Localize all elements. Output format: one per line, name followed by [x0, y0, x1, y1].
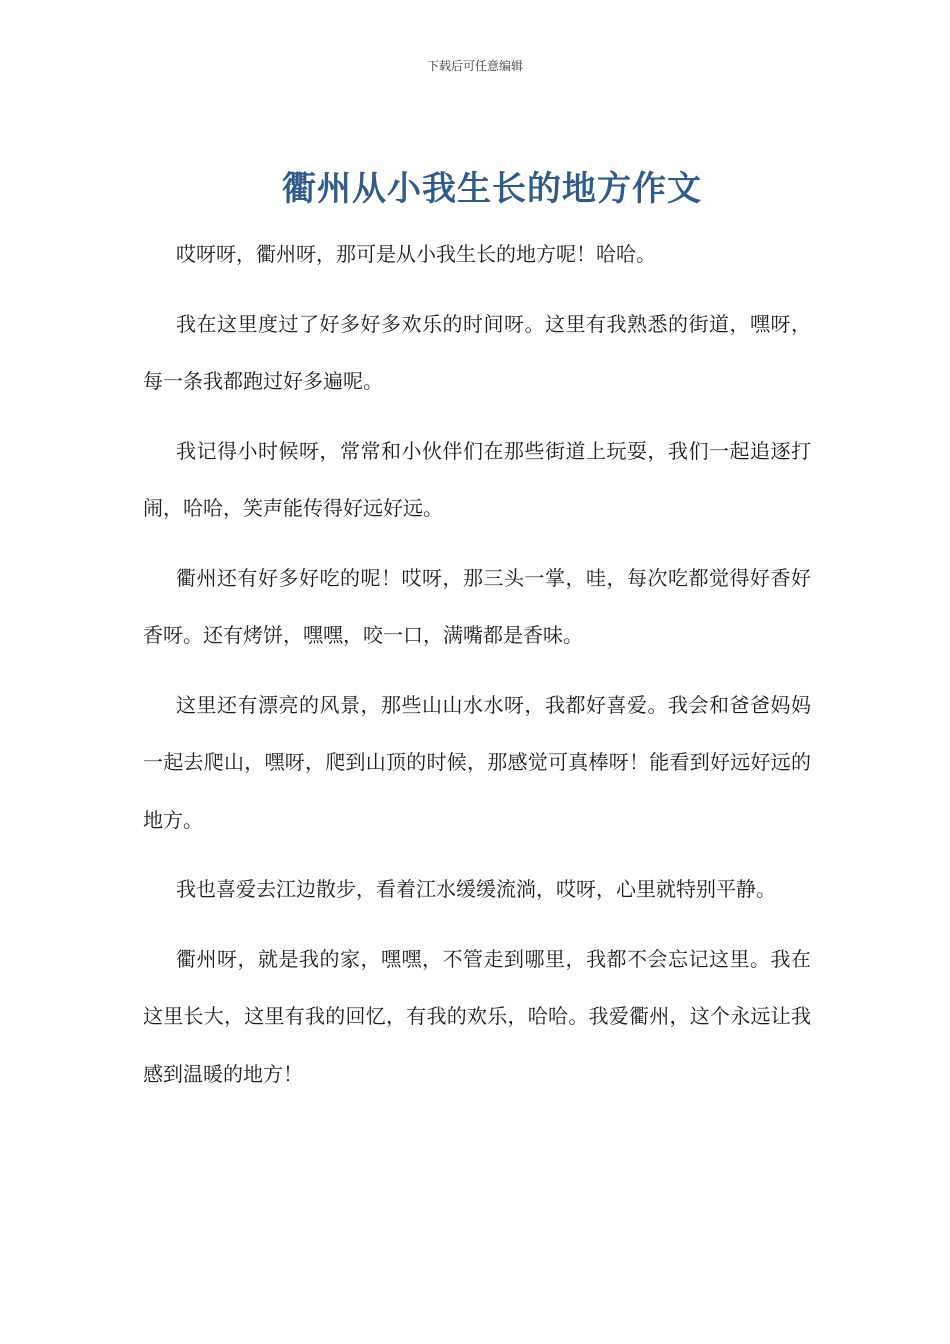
paragraph: 我记得小时候呀，常常和小伙伴们在那些街道上玩耍，我们一起追逐打闹，哈哈，笑声能传得好远好远。 — [143, 438, 811, 520]
paragraph: 哎呀呀，衢州呀，那可是从小我生长的地方呢！哈哈。 — [176, 242, 656, 266]
paragraph: 我在这里度过了好多好多欢乐的时间呀。这里有我熟悉的街道，嘿呀，每一条我都跑过好多遍呢。 — [143, 311, 811, 393]
paragraph: 衢州呀，就是我的家，嘿嘿，不管走到哪里，我都不会忘记这里。我在这里长大，这里有我的回忆，有我的欢乐，哈哈。我爱衢州，这个永远让我感到温暖的地方！ — [143, 946, 811, 1086]
document-title: 衢州从小我生长的地方作文 — [282, 169, 702, 209]
paragraph: 这里还有漂亮的风景，那些山山水水呀，我都好喜爱。我会和爸爸妈妈一起去爬山，嘿呀，爬到山顶的时候，那感觉可真棒呀！能看到好远好远的地方。 — [143, 692, 811, 832]
paragraph: 衢州还有好多好吃的呢！哎呀，那三头一掌，哇，每次吃都觉得好香好香呀。还有烤饼，嘿嘿，咬一口，满嘴都是香味。 — [143, 565, 811, 647]
document-body — [143, 226, 811, 1115]
paragraph: 我也喜爱去江边散步，看着江水缓缓流淌，哎呀，心里就特别平静。 — [176, 877, 776, 901]
header-note: 下载后可任意编辑 — [426, 59, 523, 73]
